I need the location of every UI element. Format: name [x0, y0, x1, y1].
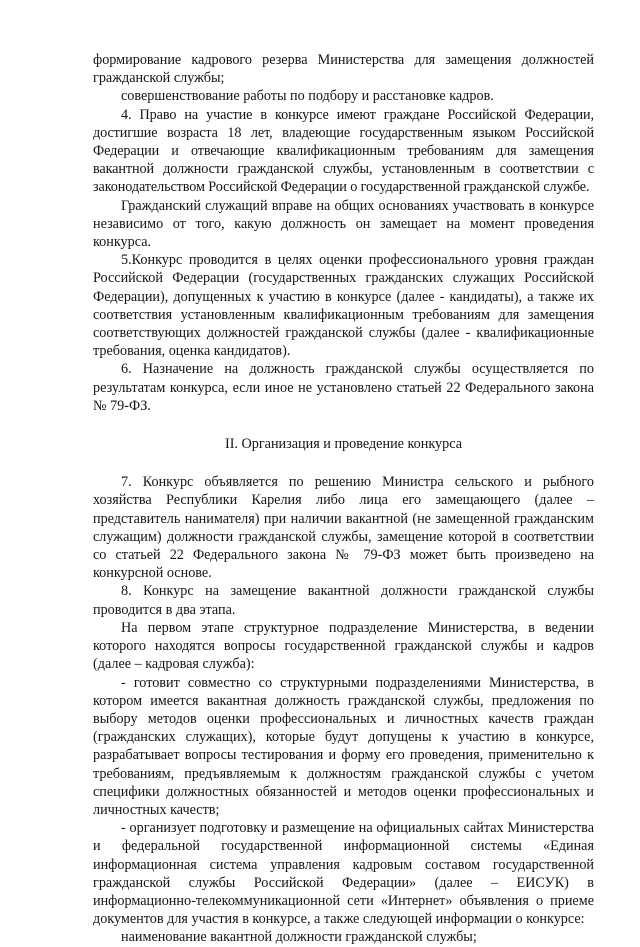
- spacer: [93, 453, 594, 473]
- list-item-organizes-publication: - организует подготовку и размещение на официальных сайтах Министерства и федеральной государственной информационной системы «Единая информационная система управления кадровым составом государственной гражданской службы Российской Федерации» (далее – ЕИСУК) в информационно-телекоммуникационной сети «Интернет» объявления о приеме документов для участия в конкурсе, а также следующей информации о конкурсе:: [93, 820, 594, 928]
- paragraph-first-stage: На первом этапе структурное подразделение Министерства, в ведении которого находятся вопросы государственной гражданской службы и кадров (далее – кадровая служба):: [93, 619, 594, 673]
- paragraph-5-competition-purpose: 5.Конкурс проводится в целях оценки профессионального уровня граждан Российской Федерации (государственных гражданских служащих Российской Федерации), допущенных к участию в конкурсе (далее - кандидаты), а также их соответствия установленным квалификационным требованиям для замещения соответствующих должностей гражданской службы (далее - квалификационные требования, оценка кандидатов).: [93, 252, 594, 360]
- paragraph-civil-servant-participation: Гражданский служащий вправе на общих основаниях участвовать в конкурсе независимо от того, какую должность он замещает на момент проведения конкурса.: [93, 197, 594, 251]
- paragraph-vacancy-name: наименование вакантной должности гражданской службы;: [121, 929, 477, 946]
- spacer: [93, 415, 594, 435]
- paragraph-staff-selection: совершенствование работы по подбору и расстановке кадров.: [121, 88, 494, 105]
- section-heading: II. Организация и проведение конкурса: [224, 436, 463, 453]
- paragraph-personnel-reserve: формирование кадрового резерва Министерства для замещения должностей гражданской службы;: [93, 52, 594, 87]
- paragraph-6-appointment: 6. Назначение на должность гражданской службы осуществляется по результатам конкурса, если иное не установлено статьей 22 Федерального закона № 79-ФЗ.: [93, 361, 594, 414]
- paragraph-4-participation-right: 4. Право на участие в конкурсе имеют граждане Российской Федерации, достигшие возраста 18 лет, владеющие государственным языком Российской Федерации и отвечающие квалификационным требованиям для замещения вакантной должности гражданской службы, установленным в соответствии с законодательством Российской Федерации о государственной гражданской службе.: [93, 106, 594, 196]
- list-item-prepares-proposals: - готовит совместно со структурными подразделениями Министерства, в котором имеется вакантная должность гражданской службы, предложения по выбору методов оценки профессиональных и личностных качеств граждан (гражданских служащих), которые будут допущены к участию в конкурсе, разрабатывает вопросы тестирования и форму его проведения, применительно к требованиям, предъявляемым к должностям гражданской службы с учетом специфики должностных обязанностей и методов оценки профессиональных и личностных качеств;: [93, 674, 594, 818]
- paragraph-8-two-stages: 8. Конкурс на замещение вакантной должности гражданской службы проводится в два этапа.: [93, 583, 594, 618]
- paragraph-7-announcement: 7. Конкурс объявляется по решению Министра сельского и рыбного хозяйства Республики Карелия либо лица его замещающего (далее – представитель нанимателя) при наличии вакантной (не замещенной гражданским служащим) должности гражданской службы, замещение которой в соответствии со статьей 22 Федерального закона № 79-ФЗ может быть произведено на конкурсной основе.: [93, 474, 594, 582]
